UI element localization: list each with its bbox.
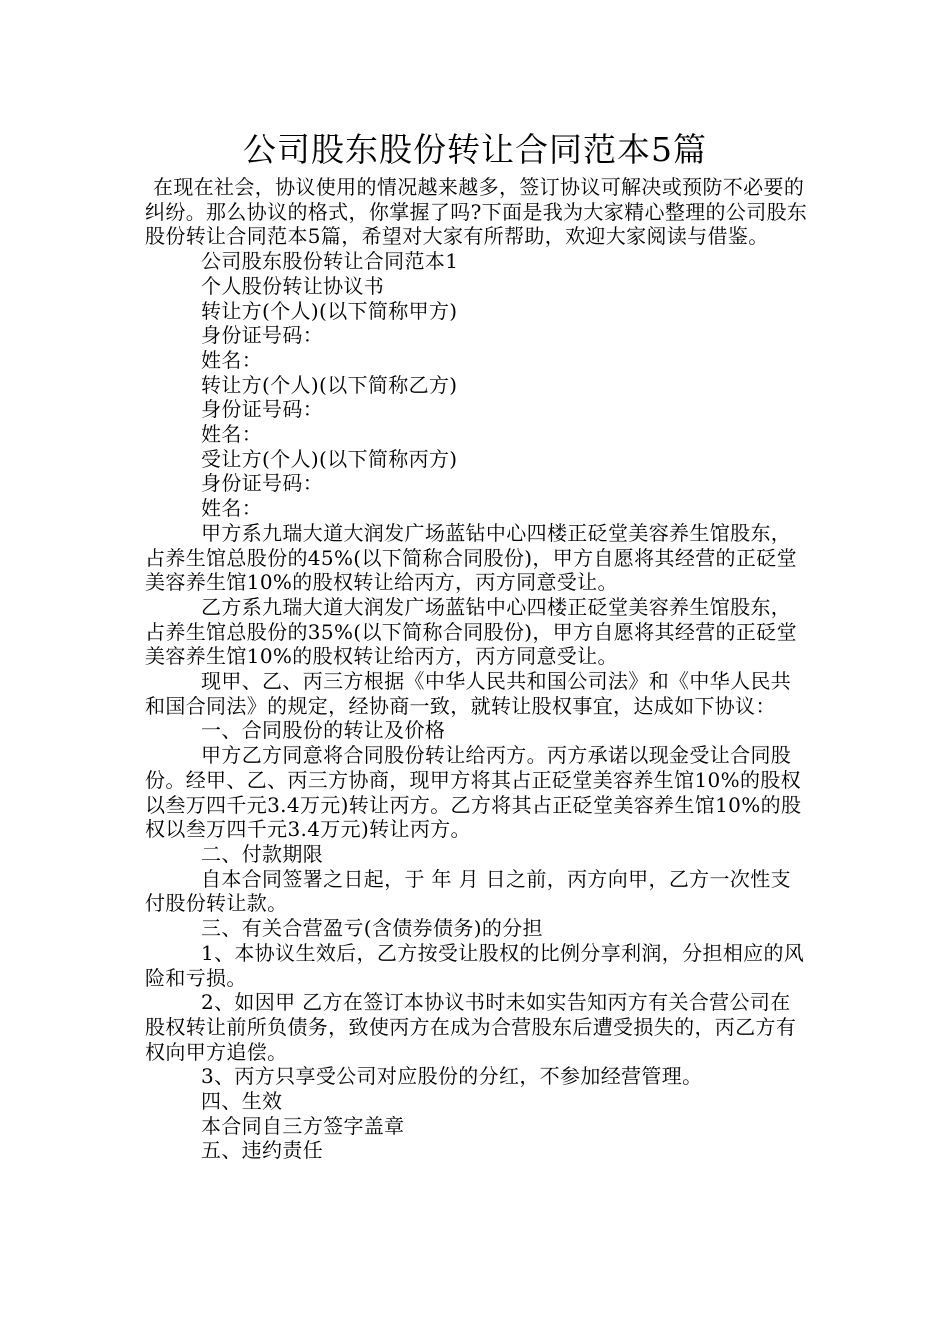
party-a-name-field: 姓名： — [201, 347, 263, 372]
clause-heading: 二、付款期限 — [201, 841, 324, 866]
clause-heading: 四、生效 — [201, 1089, 283, 1114]
body-paragraph: 甲方乙方同意将合同股份转让给丙方。丙方承诺以现金受让合同股份。经甲、乙、丙三方协商，现甲方将其占正砭堂美容养生馆10%的股权以叁万四千元3.4万元)转让丙方。乙方将其占正砭堂美容养生馆10%的股权以叁万四千元3.4万元)转让丙方。 — [145, 743, 802, 842]
party-c-line: 受让方(个人)(以下简称丙方) — [201, 446, 458, 471]
clause-heading: 一、合同股份的转让及价格 — [201, 718, 446, 743]
body-paragraph: 自本合同签署之日起，于 年 月 日之前，丙方向甲，乙方一次性支付股份转让款。 — [145, 866, 791, 916]
party-a-id-field: 身份证号码： — [201, 323, 324, 348]
section-heading: 公司股东股份转让合同范本1 — [201, 249, 459, 274]
clause-heading: 五、违约责任 — [201, 1138, 324, 1163]
body-paragraph: 本合同自三方签字盖章 — [201, 1113, 405, 1138]
body-paragraph: 2、如因甲 乙方在签订本协议书时未如实告知丙方有关合营公司在股权转让前所负债务，致使丙方在成为合营股东后遭受损失的，丙乙方有权向甲方追偿。 — [145, 990, 797, 1064]
document-title: 公司股东股份转让合同范本5篇 — [243, 130, 707, 169]
body-paragraph: 乙方系九瑞大道大润发广场蓝钻中心四楼正砭堂美容养生馆股东，占养生馆总股份的35%(以下简称合同股份)，甲方自愿将其经营的正砭堂美容养生馆10%的股权转让给丙方，丙方同意受让。 — [145, 594, 797, 669]
party-b-name-field: 姓名： — [201, 422, 263, 447]
party-b-line: 转让方(个人)(以下简称乙方) — [201, 372, 458, 397]
party-a-line: 转让方(个人)(以下简称甲方) — [201, 298, 458, 323]
clause-heading: 三、有关合营盈亏(含债券债务)的分担 — [201, 916, 543, 941]
party-c-name-field: 姓名： — [201, 496, 263, 521]
body-paragraph: 甲方系九瑞大道大润发广场蓝钻中心四楼正砭堂美容养生馆股东，占养生馆总股份的45%(以下简称合同股份)，甲方自愿将其经营的正砭堂美容养生馆10%的股权转让给丙方，丙方同意受让。 — [145, 520, 797, 595]
body-paragraph: 1、本协议生效后，乙方按受让股权的比例分享利润，分担相应的风险和亏损。 — [145, 940, 805, 990]
intro-paragraph: 在现在社会，协议使用的情况越来越多，签订协议可解决或预防不必要的纠纷。那么协议的格式，你掌握了吗?下面是我为大家精心整理的公司股东股份转让合同范本5篇，希望对大家有所帮助，欢迎大家阅读与借鉴。 — [145, 175, 808, 249]
body-paragraph: 3、丙方只享受公司对应股份的分红，不参加经营管理。 — [201, 1064, 703, 1089]
party-c-id-field: 身份证号码： — [201, 471, 324, 496]
body-paragraph: 现甲、乙、丙三方根据《中华人民共和国公司法》和《中华人民共和国合同法》的规定，经协商一致，就转让股权事宜，达成如下协议： — [145, 669, 792, 718]
party-b-id-field: 身份证号码： — [201, 397, 324, 422]
agreement-title: 个人股份转让协议书 — [201, 273, 385, 298]
document-body — [145, 175, 810, 1163]
